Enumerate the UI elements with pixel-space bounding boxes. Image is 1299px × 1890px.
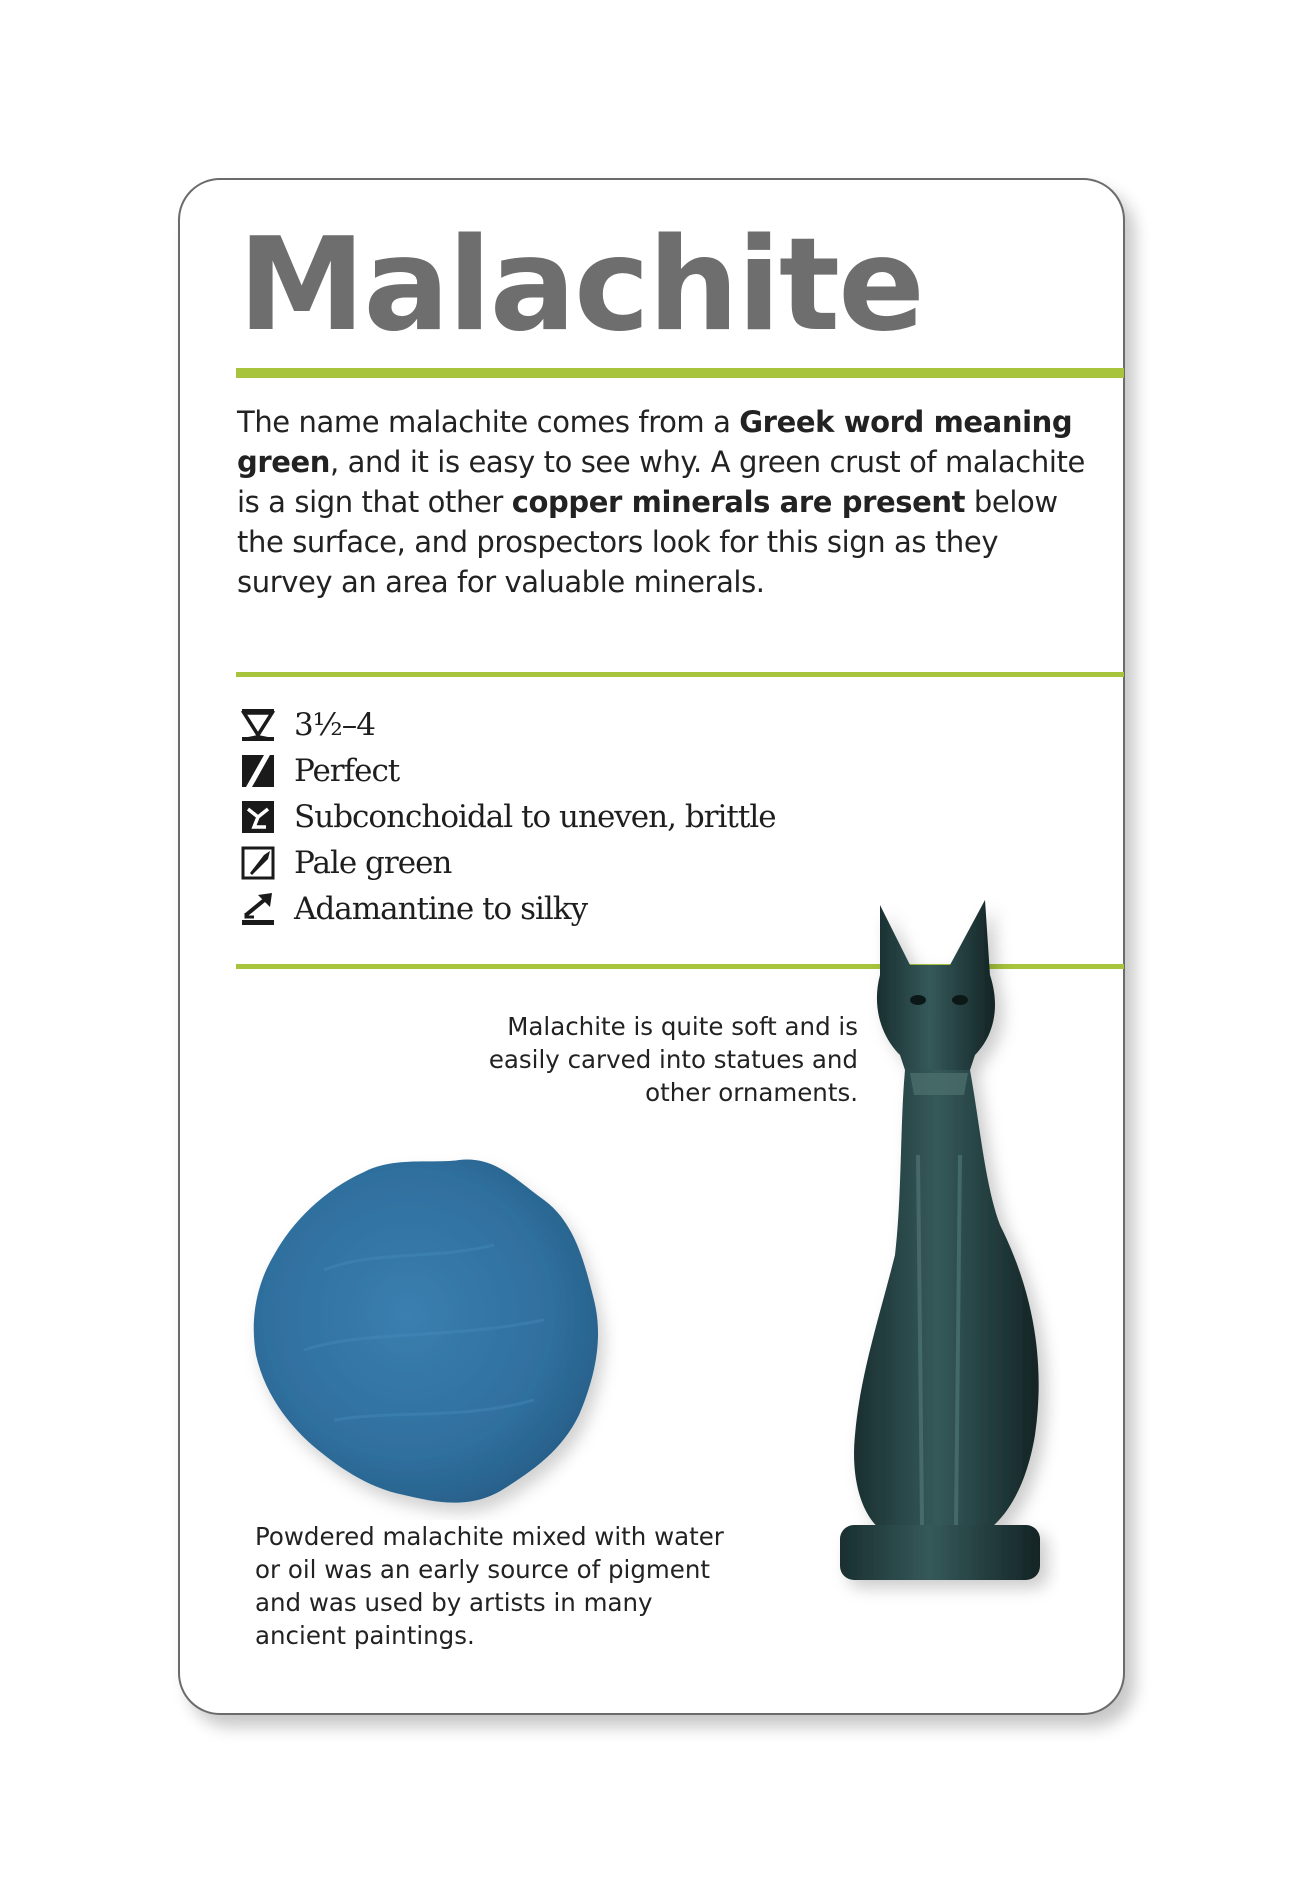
property-list (240, 702, 776, 932)
malachite-powder-image (244, 1150, 620, 1520)
property-luster (240, 886, 776, 932)
section-divider (236, 672, 1124, 677)
intro-text-1: The name malachite comes from a (237, 405, 740, 439)
powder-caption: Powdered malachite mixed with water or oil was an early source of pigment and was used by artists in many ancient paintings. (255, 1522, 724, 1650)
property-luster-value: Adamantine to silky (294, 891, 588, 927)
title-divider (236, 368, 1124, 378)
property-streak-value: Pale green (294, 845, 452, 881)
intro-bold-1: Greek word meaning green (237, 405, 1073, 479)
hardness-icon (240, 707, 276, 743)
intro-text-3: below the surface, and prospectors look for this sign as they survey an area for valuable minerals. (237, 485, 1058, 599)
property-fracture (240, 794, 776, 840)
property-hardness-value: 3½–4 (294, 707, 375, 743)
luster-icon (240, 891, 276, 927)
property-streak (240, 840, 776, 886)
property-cleavage (240, 748, 776, 794)
property-fracture-value: Subconchoidal to uneven, brittle (294, 799, 776, 835)
page-title: Malachite (238, 211, 923, 360)
property-cleavage-value: Perfect (294, 753, 400, 789)
intro-bold-2: copper minerals are present (511, 485, 966, 519)
fracture-icon (240, 799, 276, 835)
property-hardness (240, 702, 776, 748)
cleavage-icon (240, 753, 276, 789)
streak-icon (240, 845, 276, 881)
cat-statue-image (810, 895, 1060, 1635)
intro-text-2: , and it is easy to see why. A green crust of malachite is a sign that other (237, 445, 1085, 519)
statue-caption: Malachite is quite soft and is easily carved into statues and other ornaments. (488, 1012, 858, 1107)
intro-paragraph (237, 402, 1087, 602)
